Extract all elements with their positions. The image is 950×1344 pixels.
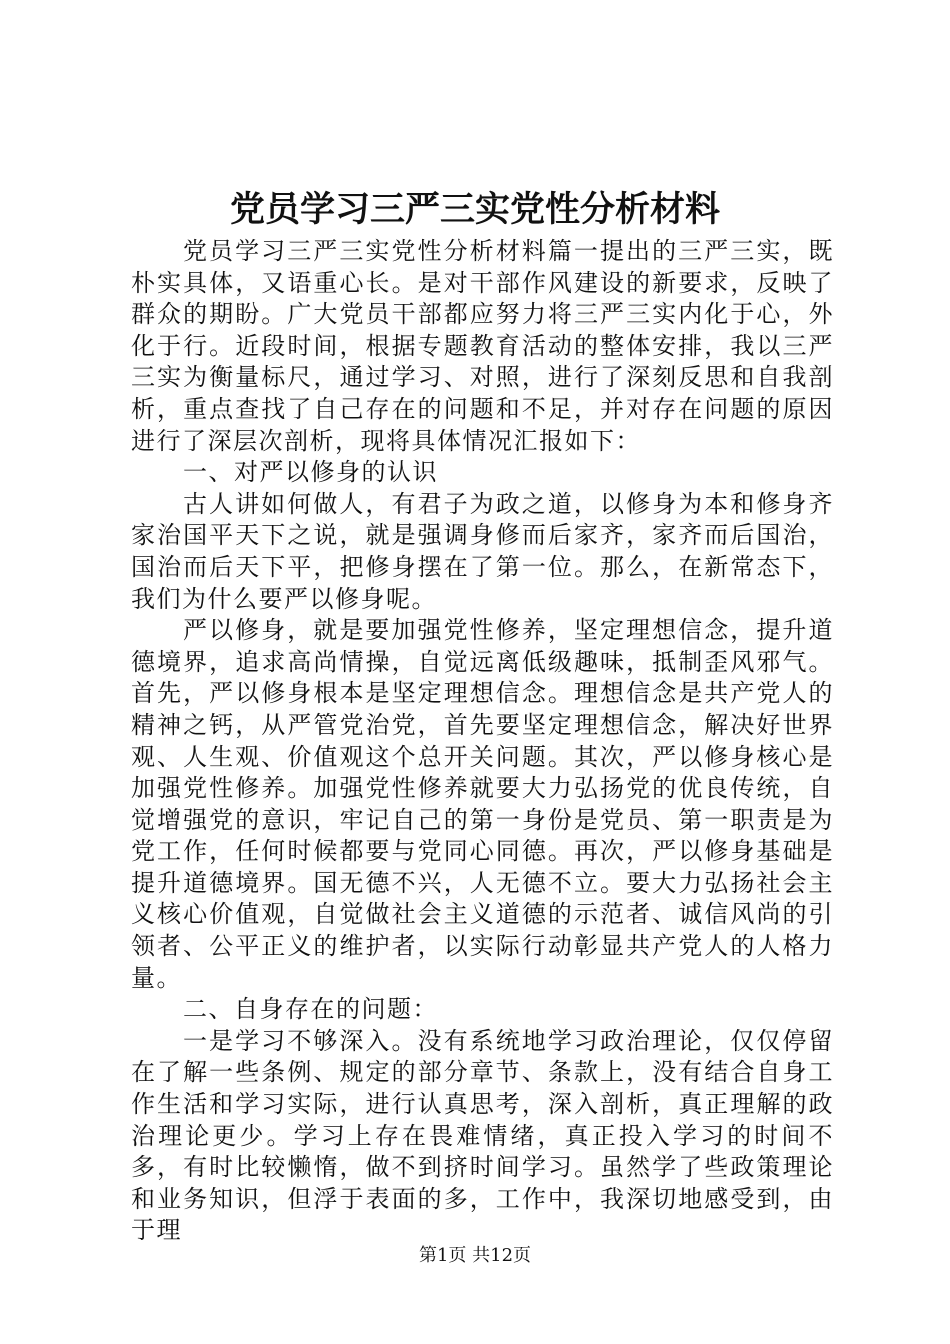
document-body (131, 236, 834, 1247)
section-heading-1: 一、对严以修身的认识 (183, 458, 438, 487)
paragraph-self-cultivation-intro: 古人讲如何做人，有君子为政之道，以修身为本和修身齐家治国平天下之说，就是强调身修而后家齐，家齐而后国治，国治而后天下平，把修身摆在了第一位。那么，在新常态下，我们为什么要严以修身呢。 (131, 489, 834, 613)
section-heading-2: 二、自身存在的问题： (183, 995, 438, 1024)
paragraph-self-cultivation-detail: 严以修身，就是要加强党性修养，坚定理想信念，提升道德境界，追求高尚情操，自觉远离低级趣味，抵制歪风邪气。首先，严以修身根本是坚定理想信念。理想信念是共产党人的精神之钙，从严管党治党，首先要坚定理想信念，解决好世界观、人生观、价值观这个总开关问题。其次，严以修身核心是加强党性修养。加强党性修养就要大力弘扬党的优良传统，自觉增强党的意识，牢记自己的第一身份是党员、第一职责是为党工作，任何时候都要与党同心同德。再次，严以修身基础是提升道德境界。国无德不兴，人无德不立。要大力弘扬社会主义核心价值观，自觉做社会主义道德的示范者、诚信风尚的引领者、公平正义的维护者，以实际行动彰显共产党人的人格力量。 (131, 616, 834, 992)
paragraph-problem-1: 一是学习不够深入。没有系统地学习政治理论，仅仅停留在了解一些条例、规定的部分章节、条款上，没有结合自身工作生活和学习实际，进行认真思考，深入剖析，真正理解的政治理论更少。学习上存在畏难情绪，真正投入学习的时间不多，有时比较懒惰，做不到挤时间学习。虽然学了些政策理论和业务知识，但浮于表面的多，工作中，我深切地感受到，由于理 (131, 1026, 834, 1245)
paragraph-intro: 党员学习三严三实党性分析材料篇一提出的三严三实，既朴实具体，又语重心长。是对干部作风建设的新要求，反映了群众的期盼。广大党员干部都应努力将三严三实内化于心，外化于行。近段时间，根据专题教育活动的整体安排，我以三严三实为衡量标尺，通过学习、对照，进行了深刻反思和自我剖析，重点查找了自己存在的问题和不足，并对存在问题的原因进行了深层次剖析，现将具体情况汇报如下： (131, 237, 834, 455)
page-total: 共12页 (472, 1245, 532, 1266)
document-title: 党员学习三严三实党性分析材料 (229, 189, 720, 230)
page-footer (0, 1245, 950, 1267)
page-number: 第1页 (418, 1245, 467, 1266)
